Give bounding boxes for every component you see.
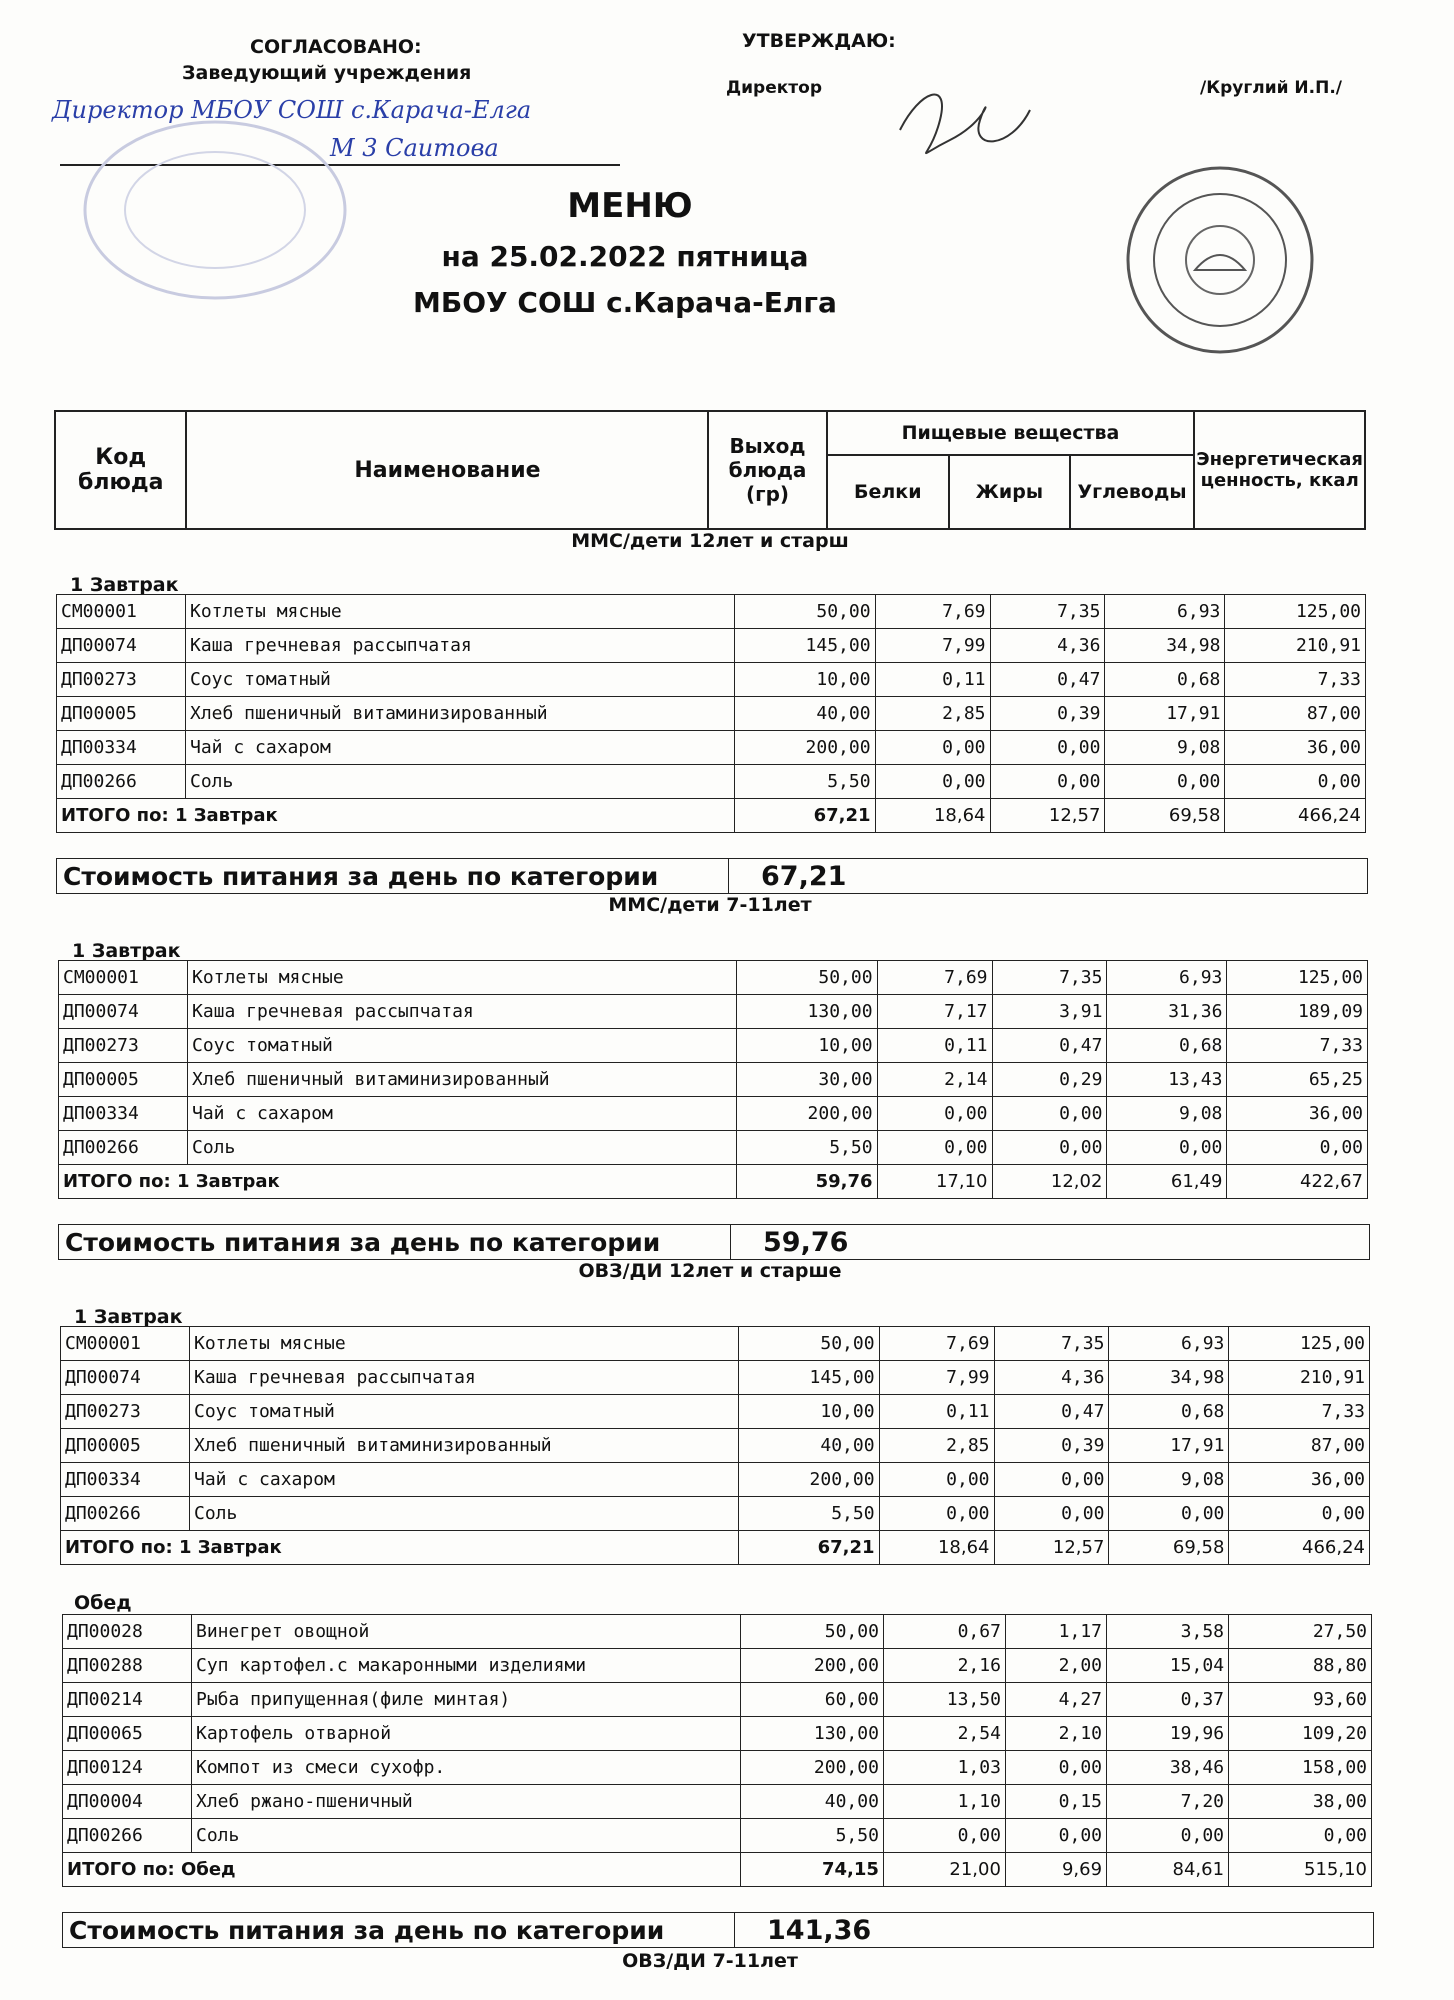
dish-code: ДП00214 [63, 1683, 192, 1717]
table-row [59, 1029, 1368, 1063]
dish-code: ДП00266 [59, 1131, 188, 1165]
dish-proteins: 0,11 [877, 1029, 992, 1063]
table-row [57, 697, 1366, 731]
dish-proteins: 0,00 [883, 1819, 1005, 1853]
dish-proteins: 2,14 [877, 1063, 992, 1097]
dish-name: Суп картофел.с макаронными изделиями [192, 1649, 741, 1683]
dish-carbs: 0,68 [1109, 1395, 1229, 1429]
dish-output: 40,00 [741, 1785, 884, 1819]
table-row [63, 1649, 1372, 1683]
dish-code: ДП00334 [57, 731, 186, 765]
dish-output: 130,00 [741, 1717, 884, 1751]
table-row [59, 1131, 1368, 1165]
dish-fats: 0,29 [992, 1063, 1107, 1097]
dish-output: 5,50 [741, 1819, 884, 1853]
dish-name: Хлеб пшеничный витаминизированный [186, 697, 735, 731]
table-row [59, 1097, 1368, 1131]
dish-fats: 2,10 [1005, 1717, 1106, 1751]
dish-fats: 0,00 [990, 765, 1105, 799]
dish-carbs: 15,04 [1107, 1649, 1229, 1683]
dish-proteins: 7,69 [879, 1327, 994, 1361]
dish-carbs: 19,96 [1107, 1717, 1229, 1751]
total-proteins: 17,10 [877, 1165, 992, 1199]
dish-energy: 125,00 [1225, 595, 1366, 629]
table-row [63, 1819, 1372, 1853]
section-title: ММС/дети 12лет и старш [571, 530, 849, 552]
dish-code: ДП00028 [63, 1615, 192, 1649]
dish-output: 200,00 [741, 1649, 884, 1683]
dish-code: ДП00005 [61, 1429, 190, 1463]
dish-carbs: 0,00 [1107, 1131, 1227, 1165]
meal-group: 1 Завтрак [70, 574, 179, 596]
total-output: 59,76 [737, 1165, 878, 1199]
dish-carbs: 3,58 [1107, 1615, 1229, 1649]
approval-left-title: СОГЛАСОВАНО: [250, 36, 422, 58]
dish-proteins: 0,00 [877, 1131, 992, 1165]
dish-energy: 87,00 [1229, 1429, 1370, 1463]
dish-code: ДП00273 [57, 663, 186, 697]
total-fats: 9,69 [1005, 1853, 1106, 1887]
dish-name: Соль [192, 1819, 741, 1853]
dish-carbs: 6,93 [1107, 961, 1227, 995]
menu-table [56, 594, 1366, 833]
dish-output: 200,00 [735, 731, 876, 765]
header-nutrients: Пищевые вещества [827, 411, 1195, 455]
dish-name: Соус томатный [190, 1395, 739, 1429]
table-row [63, 1785, 1372, 1819]
meal-group: Обед [74, 1592, 132, 1614]
dish-output: 10,00 [735, 663, 876, 697]
dish-name: Хлеб пшеничный витаминизированный [188, 1063, 737, 1097]
dish-energy: 0,00 [1229, 1497, 1370, 1531]
dish-name: Чай с сахаром [188, 1097, 737, 1131]
menu-table [62, 1614, 1372, 1887]
dish-output: 200,00 [739, 1463, 880, 1497]
dish-output: 50,00 [739, 1327, 880, 1361]
dish-proteins: 0,11 [879, 1395, 994, 1429]
director-signature [880, 60, 1040, 170]
dish-output: 30,00 [737, 1063, 878, 1097]
total-energy: 466,24 [1229, 1531, 1370, 1565]
dish-name: Соль [190, 1497, 739, 1531]
total-fats: 12,57 [990, 799, 1105, 833]
dish-energy: 7,33 [1225, 663, 1366, 697]
table-row [61, 1497, 1370, 1531]
dish-carbs: 0,68 [1105, 663, 1225, 697]
dish-proteins: 13,50 [883, 1683, 1005, 1717]
dish-proteins: 2,16 [883, 1649, 1005, 1683]
menu-table [58, 960, 1368, 1199]
cost-row [62, 1912, 1374, 1948]
dish-energy: 87,00 [1225, 697, 1366, 731]
dish-fats: 0,47 [994, 1395, 1109, 1429]
table-row [57, 731, 1366, 765]
dish-carbs: 17,91 [1105, 697, 1225, 731]
dish-energy: 65,25 [1227, 1063, 1368, 1097]
header-energy: Энергетическая ценность, ккал [1194, 411, 1365, 529]
table-row [59, 1063, 1368, 1097]
dish-code: ДП00004 [63, 1785, 192, 1819]
dish-proteins: 7,17 [877, 995, 992, 1029]
dish-energy: 0,00 [1229, 1819, 1372, 1853]
dish-name: Чай с сахаром [190, 1463, 739, 1497]
dish-output: 145,00 [735, 629, 876, 663]
dish-fats: 4,36 [994, 1361, 1109, 1395]
cost-label: Стоимость питания за день по категории [59, 1225, 731, 1259]
section-title: ММС/дети 7-11лет [608, 894, 812, 916]
dish-proteins: 0,00 [875, 765, 990, 799]
cost-value: 67,21 [761, 860, 847, 892]
meal-group: 1 Завтрак [74, 1306, 183, 1328]
approval-handwriting-2: М 3 Саитова [330, 134, 499, 162]
dish-name: Соль [188, 1131, 737, 1165]
dish-fats: 0,00 [1005, 1819, 1106, 1853]
dish-output: 40,00 [735, 697, 876, 731]
dish-carbs: 0,00 [1107, 1819, 1229, 1853]
header-name: Наименование [186, 411, 708, 529]
dish-energy: 125,00 [1229, 1327, 1370, 1361]
total-label: ИТОГО по: Обед [63, 1853, 741, 1887]
header-fats: Жиры [949, 455, 1070, 529]
dish-proteins: 0,11 [875, 663, 990, 697]
meal-group: 1 Завтрак [72, 940, 181, 962]
dish-code: ДП00266 [57, 765, 186, 799]
dish-fats: 3,91 [992, 995, 1107, 1029]
total-energy: 466,24 [1225, 799, 1366, 833]
dish-name: Компот из смеси сухофр. [192, 1751, 741, 1785]
total-row [63, 1853, 1372, 1887]
dish-proteins: 7,69 [877, 961, 992, 995]
dish-name: Соус томатный [186, 663, 735, 697]
cost-row [58, 1224, 1370, 1260]
dish-fats: 7,35 [994, 1327, 1109, 1361]
dish-code: ДП00266 [63, 1819, 192, 1853]
dish-energy: 0,00 [1227, 1131, 1368, 1165]
dish-code: ДП00288 [63, 1649, 192, 1683]
total-carbs: 61,49 [1107, 1165, 1227, 1199]
dish-energy: 109,20 [1229, 1717, 1372, 1751]
dish-name: Каша гречневая рассыпчатая [186, 629, 735, 663]
dish-carbs: 6,93 [1105, 595, 1225, 629]
dish-code: ДП00334 [61, 1463, 190, 1497]
dish-code: ДП00266 [61, 1497, 190, 1531]
dish-output: 5,50 [737, 1131, 878, 1165]
dish-code: СМ00001 [61, 1327, 190, 1361]
dish-proteins: 0,67 [883, 1615, 1005, 1649]
total-row [61, 1531, 1370, 1565]
total-label: ИТОГО по: 1 Завтрак [57, 799, 735, 833]
total-row [59, 1165, 1368, 1199]
dish-name: Чай с сахаром [186, 731, 735, 765]
dish-proteins: 2,85 [879, 1429, 994, 1463]
table-row [59, 961, 1368, 995]
dish-energy: 0,00 [1225, 765, 1366, 799]
dish-name: Котлеты мясные [186, 595, 735, 629]
header-proteins: Белки [827, 455, 949, 529]
dish-output: 50,00 [737, 961, 878, 995]
dish-proteins: 7,99 [879, 1361, 994, 1395]
table-row [63, 1615, 1372, 1649]
dish-output: 10,00 [739, 1395, 880, 1429]
header-carbs: Углеводы [1070, 455, 1195, 529]
dish-name: Хлеб пшеничный витаминизированный [190, 1429, 739, 1463]
dish-energy: 158,00 [1229, 1751, 1372, 1785]
dish-fats: 0,47 [990, 663, 1105, 697]
dish-fats: 0,00 [1005, 1751, 1106, 1785]
dish-fats: 0,00 [992, 1131, 1107, 1165]
dish-fats: 0,00 [992, 1097, 1107, 1131]
table-row [61, 1395, 1370, 1429]
total-carbs: 84,61 [1107, 1853, 1229, 1887]
dish-name: Каша гречневая рассыпчатая [188, 995, 737, 1029]
dish-carbs: 9,08 [1107, 1097, 1227, 1131]
dish-proteins: 7,69 [875, 595, 990, 629]
total-energy: 515,10 [1229, 1853, 1372, 1887]
dish-code: ДП00074 [57, 629, 186, 663]
dish-name: Каша гречневая рассыпчатая [190, 1361, 739, 1395]
dish-energy: 210,91 [1225, 629, 1366, 663]
dish-output: 200,00 [741, 1751, 884, 1785]
dish-code: ДП00273 [61, 1395, 190, 1429]
menu-title: МЕНЮ [567, 186, 693, 226]
dish-proteins: 0,00 [875, 731, 990, 765]
dish-carbs: 17,91 [1109, 1429, 1229, 1463]
total-carbs: 69,58 [1105, 799, 1225, 833]
menu-table [60, 1326, 1370, 1565]
dish-carbs: 34,98 [1105, 629, 1225, 663]
dish-carbs: 13,43 [1107, 1063, 1227, 1097]
total-proteins: 18,64 [875, 799, 990, 833]
table-row [61, 1327, 1370, 1361]
dish-energy: 38,00 [1229, 1785, 1372, 1819]
dish-energy: 27,50 [1229, 1615, 1372, 1649]
dish-code: ДП00124 [63, 1751, 192, 1785]
cost-row [56, 858, 1368, 894]
total-output: 67,21 [735, 799, 876, 833]
dish-fats: 0,00 [994, 1497, 1109, 1531]
total-label: ИТОГО по: 1 Завтрак [59, 1165, 737, 1199]
cost-label: Стоимость питания за день по категории [63, 1913, 735, 1947]
dish-fats: 1,17 [1005, 1615, 1106, 1649]
total-fats: 12,02 [992, 1165, 1107, 1199]
approval-right-title: УТВЕРЖДАЮ: [742, 30, 896, 52]
dish-carbs: 7,20 [1107, 1785, 1229, 1819]
header-output: Выход блюда (гр) [708, 411, 826, 529]
dish-name: Хлеб ржано-пшеничный [192, 1785, 741, 1819]
dish-fats: 4,36 [990, 629, 1105, 663]
dish-output: 50,00 [735, 595, 876, 629]
dish-proteins: 1,10 [883, 1785, 1005, 1819]
dish-output: 130,00 [737, 995, 878, 1029]
cost-value: 141,36 [767, 1914, 872, 1946]
table-row [61, 1463, 1370, 1497]
dish-energy: 189,09 [1227, 995, 1368, 1029]
dish-code: ДП00005 [59, 1063, 188, 1097]
dish-name: Соус томатный [188, 1029, 737, 1063]
dish-output: 145,00 [739, 1361, 880, 1395]
menu-date: на 25.02.2022 пятница [441, 240, 809, 273]
cost-label: Стоимость питания за день по категории [57, 859, 729, 893]
table-row [59, 995, 1368, 1029]
dish-energy: 88,80 [1229, 1649, 1372, 1683]
table-row [57, 595, 1366, 629]
section-title: ОВЗ/ДИ 12лет и старше [578, 1260, 842, 1282]
total-fats: 12,57 [994, 1531, 1109, 1565]
dish-proteins: 0,00 [877, 1097, 992, 1131]
dish-fats: 0,39 [994, 1429, 1109, 1463]
dish-energy: 36,00 [1225, 731, 1366, 765]
section-title: ОВЗ/ДИ 7-11лет [622, 1950, 798, 1972]
table-row [63, 1751, 1372, 1785]
dish-proteins: 7,99 [875, 629, 990, 663]
dish-name: Картофель отварной [192, 1717, 741, 1751]
approval-right-role: Директор [726, 78, 822, 98]
dish-carbs: 6,93 [1109, 1327, 1229, 1361]
table-row [61, 1429, 1370, 1463]
dish-output: 5,50 [735, 765, 876, 799]
table-row [57, 765, 1366, 799]
dish-energy: 210,91 [1229, 1361, 1370, 1395]
dish-proteins: 2,54 [883, 1717, 1005, 1751]
dish-carbs: 0,00 [1109, 1497, 1229, 1531]
cost-value: 59,76 [763, 1226, 849, 1258]
dish-name: Соль [186, 765, 735, 799]
dish-carbs: 0,37 [1107, 1683, 1229, 1717]
approval-right-name: /Круглий И.П./ [1200, 78, 1343, 98]
dish-proteins: 0,00 [879, 1463, 994, 1497]
table-row [57, 663, 1366, 697]
dish-output: 10,00 [737, 1029, 878, 1063]
dish-energy: 36,00 [1227, 1097, 1368, 1131]
dish-code: ДП00005 [57, 697, 186, 731]
approval-left-role: Заведующий учреждения [182, 62, 472, 84]
dish-fats: 2,00 [1005, 1649, 1106, 1683]
dish-energy: 7,33 [1227, 1029, 1368, 1063]
total-output: 67,21 [739, 1531, 880, 1565]
dish-energy: 125,00 [1227, 961, 1368, 995]
dish-fats: 0,00 [990, 731, 1105, 765]
dish-energy: 36,00 [1229, 1463, 1370, 1497]
dish-carbs: 9,08 [1109, 1463, 1229, 1497]
table-row [61, 1361, 1370, 1395]
dish-code: ДП00273 [59, 1029, 188, 1063]
dish-carbs: 9,08 [1105, 731, 1225, 765]
dish-proteins: 0,00 [879, 1497, 994, 1531]
total-label: ИТОГО по: 1 Завтрак [61, 1531, 739, 1565]
dish-fats: 0,47 [992, 1029, 1107, 1063]
dish-output: 40,00 [739, 1429, 880, 1463]
dish-code: ДП00065 [63, 1717, 192, 1751]
total-energy: 422,67 [1227, 1165, 1368, 1199]
total-output: 74,15 [741, 1853, 884, 1887]
dish-carbs: 31,36 [1107, 995, 1227, 1029]
table-header [54, 410, 1366, 530]
total-row [57, 799, 1366, 833]
total-proteins: 21,00 [883, 1853, 1005, 1887]
dish-code: ДП00334 [59, 1097, 188, 1131]
dish-fats: 7,35 [990, 595, 1105, 629]
dish-carbs: 0,00 [1105, 765, 1225, 799]
dish-name: Рыба припущенная(филе минтая) [192, 1683, 741, 1717]
dish-code: СМ00001 [57, 595, 186, 629]
dish-name: Котлеты мясные [188, 961, 737, 995]
menu-school: МБОУ СОШ с.Карача-Елга [413, 286, 837, 319]
dish-code: ДП00074 [61, 1361, 190, 1395]
dish-proteins: 2,85 [875, 697, 990, 731]
dish-output: 50,00 [741, 1615, 884, 1649]
table-row [63, 1717, 1372, 1751]
dish-name: Винегрет овощной [192, 1615, 741, 1649]
dish-fats: 0,00 [994, 1463, 1109, 1497]
dish-energy: 93,60 [1229, 1683, 1372, 1717]
dish-fats: 7,35 [992, 961, 1107, 995]
approval-handwriting-1: Директор МБОУ СОШ с.Карача-Елга [52, 96, 532, 124]
dish-output: 60,00 [741, 1683, 884, 1717]
dish-energy: 7,33 [1229, 1395, 1370, 1429]
dish-carbs: 34,98 [1109, 1361, 1229, 1395]
header-code: Код блюда [55, 411, 186, 529]
dish-name: Котлеты мясные [190, 1327, 739, 1361]
dish-fats: 4,27 [1005, 1683, 1106, 1717]
total-proteins: 18,64 [879, 1531, 994, 1565]
dish-fats: 0,15 [1005, 1785, 1106, 1819]
dish-carbs: 38,46 [1107, 1751, 1229, 1785]
dish-proteins: 1,03 [883, 1751, 1005, 1785]
dish-code: СМ00001 [59, 961, 188, 995]
dish-code: ДП00074 [59, 995, 188, 1029]
dish-output: 200,00 [737, 1097, 878, 1131]
total-carbs: 69,58 [1109, 1531, 1229, 1565]
dish-fats: 0,39 [990, 697, 1105, 731]
dish-carbs: 0,68 [1107, 1029, 1227, 1063]
table-row [57, 629, 1366, 663]
table-row [63, 1683, 1372, 1717]
dish-output: 5,50 [739, 1497, 880, 1531]
